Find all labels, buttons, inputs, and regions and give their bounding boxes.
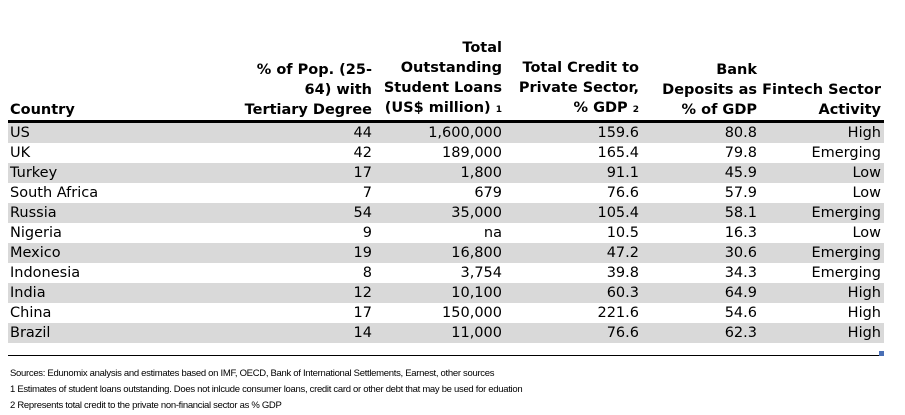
cell-student-loans: na — [483, 225, 502, 241]
table-row — [8, 163, 884, 183]
cell-country: China — [10, 305, 52, 321]
header-tertiary-pct: % of Pop. (25-64) with Tertiary Degree — [240, 38, 375, 122]
cell-fintech-activity: Low — [852, 185, 881, 201]
cell-private-credit: 39.8 — [606, 265, 639, 281]
cell-bank-deposits: 64.9 — [642, 283, 760, 303]
cell-tertiary-pct: 19 — [240, 243, 375, 263]
bottom-rule — [8, 355, 884, 356]
cell-private-credit: 47.2 — [505, 243, 642, 263]
cell-tertiary-pct: 9 — [362, 225, 372, 241]
cell-country: Indonesia — [10, 265, 81, 281]
cell-bank-deposits: 45.9 — [642, 163, 760, 183]
cell-tertiary-pct: 17 — [353, 305, 372, 321]
footnote-sources: Sources: Edunomix analysis and estimates based on IMF, OECD, Bank of International Settlements, Earnest, other sources — [10, 368, 495, 379]
cell-bank-deposits: 58.1 — [642, 203, 760, 223]
cell-private-credit: 91.1 — [505, 163, 642, 183]
table-row — [8, 243, 884, 263]
cell-tertiary-pct: 42 — [353, 145, 372, 161]
cell-tertiary-pct: 14 — [240, 323, 375, 343]
footnote-2: 2 Represents total credit to the private non-financial sector as % GDP — [10, 400, 282, 411]
cell-bank-deposits: 79.8 — [724, 145, 757, 161]
cell-fintech-activity: Emerging — [811, 265, 881, 281]
cell-fintech-activity: Emerging — [760, 203, 884, 223]
cell-country: US — [8, 122, 240, 144]
cell-private-credit: 159.6 — [505, 122, 642, 144]
table-row — [8, 183, 884, 203]
footnote-1: 1 Estimates of student loans outstanding. Does not inlcude consumer loans, credit card or other debt that may be used for eduation — [10, 384, 523, 395]
cell-private-credit: 76.6 — [606, 185, 639, 201]
cell-private-credit: 60.3 — [505, 283, 642, 303]
cell-bank-deposits: 57.9 — [724, 185, 757, 201]
table-row — [8, 143, 884, 163]
header-student-loans — [375, 38, 505, 122]
header-fintech: Fintech Sector Activity — [760, 38, 884, 122]
cell-country: India — [8, 283, 240, 303]
table-row — [8, 122, 884, 144]
footnote-ref-1: 1 — [495, 105, 502, 115]
cell-tertiary-pct: 17 — [240, 163, 375, 183]
cell-private-credit: 165.4 — [597, 145, 639, 161]
cell-student-loans: 10,100 — [375, 283, 505, 303]
cell-student-loans: 3,754 — [460, 265, 502, 281]
cell-student-loans: 16,800 — [375, 243, 505, 263]
header-student-loans-text: Total Outstanding Student Loans (US$ million) — [383, 40, 502, 116]
cell-country: Mexico — [8, 243, 240, 263]
table-row — [8, 223, 884, 243]
cell-tertiary-pct: 7 — [362, 185, 372, 201]
cell-student-loans: 1,800 — [375, 163, 505, 183]
cell-private-credit: 76.6 — [505, 323, 642, 343]
header-country: Country — [8, 38, 240, 122]
cell-bank-deposits: 30.6 — [642, 243, 760, 263]
cell-private-credit: 105.4 — [505, 203, 642, 223]
cell-student-loans: 189,000 — [442, 145, 502, 161]
header-bank-deposits: Bank Deposits as % of GDP — [642, 38, 760, 122]
table-row — [8, 203, 884, 223]
cell-bank-deposits: 54.6 — [724, 305, 757, 321]
table-row — [8, 323, 884, 343]
footnote-ref-2: 2 — [632, 105, 639, 115]
cell-student-loans: 11,000 — [375, 323, 505, 343]
cell-fintech-activity: High — [847, 305, 881, 321]
header-private-credit — [505, 38, 642, 122]
header-row — [8, 38, 884, 122]
cell-bank-deposits: 34.3 — [724, 265, 757, 281]
cell-private-credit: 221.6 — [597, 305, 639, 321]
table-row — [8, 263, 884, 283]
cell-country: Turkey — [8, 163, 240, 183]
cell-tertiary-pct: 54 — [240, 203, 375, 223]
cell-fintech-activity: High — [760, 283, 884, 303]
cell-country: Nigeria — [10, 225, 62, 241]
cell-bank-deposits: 80.8 — [642, 122, 760, 144]
cell-bank-deposits: 62.3 — [642, 323, 760, 343]
cell-fintech-activity: Low — [852, 225, 881, 241]
cell-fintech-activity: High — [760, 323, 884, 343]
cell-fintech-activity: Emerging — [811, 145, 881, 161]
header-private-credit-text: Total Credit to Private Sector, % GDP — [518, 60, 639, 116]
cell-country: Russia — [8, 203, 240, 223]
cell-private-credit: 10.5 — [606, 225, 639, 241]
cell-student-loans: 150,000 — [442, 305, 502, 321]
cell-student-loans: 1,600,000 — [375, 122, 505, 144]
cell-student-loans: 679 — [474, 185, 502, 201]
table-row — [8, 303, 884, 323]
cell-fintech-activity: Emerging — [760, 243, 884, 263]
resize-handle — [879, 351, 884, 356]
cell-tertiary-pct: 44 — [240, 122, 375, 144]
cell-tertiary-pct: 12 — [240, 283, 375, 303]
cell-country: UK — [10, 145, 31, 161]
cell-fintech-activity: High — [760, 122, 884, 144]
country-comparison-table — [8, 38, 884, 343]
cell-bank-deposits: 16.3 — [724, 225, 757, 241]
cell-tertiary-pct: 8 — [362, 265, 372, 281]
cell-fintech-activity: Low — [760, 163, 884, 183]
cell-student-loans: 35,000 — [375, 203, 505, 223]
cell-country: South Africa — [10, 185, 99, 201]
table-row — [8, 283, 884, 303]
cell-country: Brazil — [8, 323, 240, 343]
